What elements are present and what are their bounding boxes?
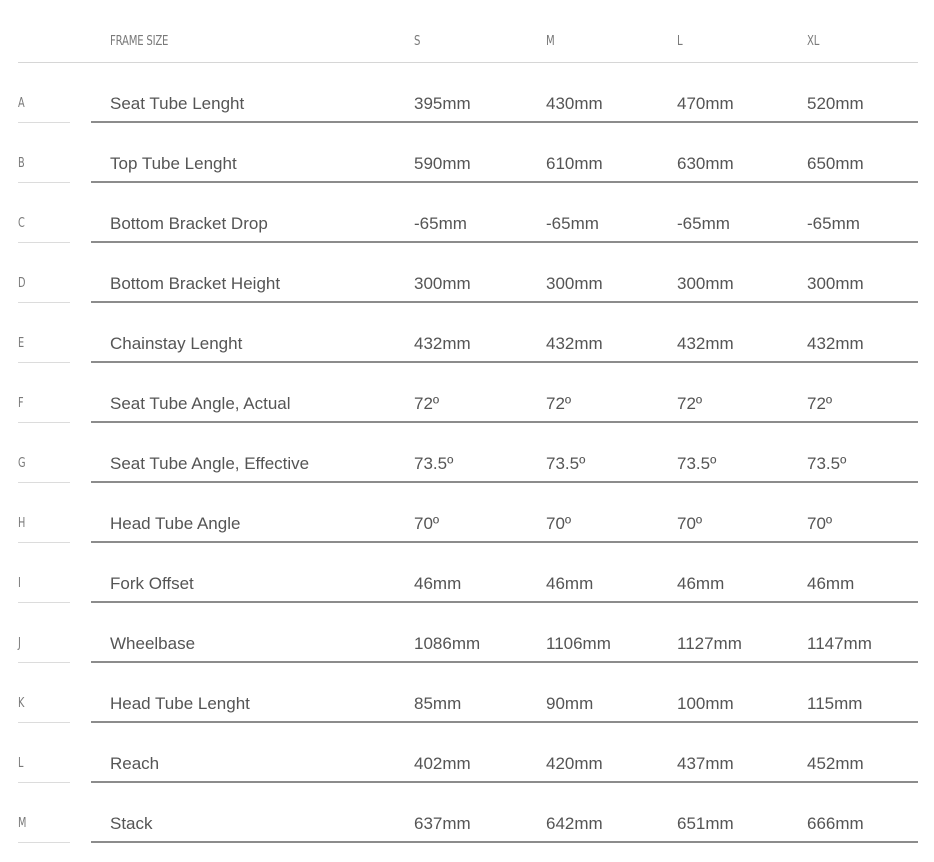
value-size-l: 72º [677, 394, 703, 413]
value-size-s: 395mm [414, 94, 471, 113]
row-letter: M [18, 816, 27, 831]
value-size-m: 46mm [546, 574, 594, 593]
value-size-m: 432mm [546, 334, 603, 353]
value-size-l: 432mm [677, 334, 734, 353]
table-body [18, 63, 918, 843]
value-size-s: 300mm [414, 274, 471, 293]
value-size-m: 610mm [546, 154, 603, 173]
value-size-s: 46mm [414, 574, 462, 593]
value-size-m: 642mm [546, 814, 603, 833]
row-letter: E [18, 336, 25, 351]
value-size-s: 432mm [414, 334, 471, 353]
value-size-xl: 666mm [807, 814, 864, 833]
table-row [18, 123, 918, 183]
table-row [18, 363, 918, 423]
value-size-s: 73.5º [414, 454, 454, 473]
value-size-m: 300mm [546, 274, 603, 293]
value-size-m: 73.5º [546, 454, 586, 473]
row-letter: L [18, 756, 24, 771]
value-size-s: 402mm [414, 754, 471, 773]
value-size-xl: 650mm [807, 154, 864, 173]
row-label: Seat Tube Angle, Effective [110, 454, 310, 473]
value-size-m: 70º [546, 514, 572, 533]
row-label: Seat Tube Angle, Actual [110, 394, 291, 413]
value-size-s: 590mm [414, 154, 471, 173]
value-size-xl: -65mm [807, 214, 860, 233]
row-divider [91, 841, 918, 843]
row-letter: J [18, 636, 21, 651]
table-row [18, 243, 918, 303]
value-size-l: 1127mm [677, 634, 742, 653]
row-label: Wheelbase [110, 634, 196, 653]
value-size-s: 1086mm [414, 634, 481, 653]
row-letter: F [18, 396, 24, 411]
value-size-s: 70º [414, 514, 440, 533]
value-size-xl: 432mm [807, 334, 864, 353]
table-header [18, 0, 918, 63]
header-size-l: L [677, 34, 683, 49]
row-letter: G [18, 456, 26, 471]
row-label: Reach [110, 754, 160, 773]
value-size-l: 300mm [677, 274, 734, 293]
value-size-l: -65mm [677, 214, 730, 233]
value-size-xl: 73.5º [807, 454, 847, 473]
row-label: Fork Offset [110, 574, 194, 593]
table-row [18, 423, 918, 483]
value-size-xl: 300mm [807, 274, 864, 293]
value-size-xl: 46mm [807, 574, 855, 593]
table-row [18, 303, 918, 363]
letter-divider [18, 842, 70, 843]
value-size-xl: 452mm [807, 754, 864, 773]
value-size-l: 46mm [677, 574, 725, 593]
table-row [18, 183, 918, 243]
row-label: Top Tube Lenght [110, 154, 237, 173]
value-size-xl: 1147mm [807, 634, 872, 653]
row-label: Chainstay Lenght [110, 334, 243, 353]
geometry-table [18, 0, 918, 843]
row-letter: D [18, 276, 26, 291]
row-label: Stack [110, 814, 153, 833]
table-row [18, 63, 918, 123]
row-label: Seat Tube Lenght [110, 94, 245, 113]
row-label: Bottom Bracket Height [110, 274, 281, 293]
row-letter: C [18, 216, 25, 231]
value-size-m: 90mm [546, 694, 594, 713]
table-row [18, 723, 918, 783]
value-size-m: 1106mm [546, 634, 611, 653]
value-size-l: 651mm [677, 814, 734, 833]
header-size-m: M [546, 34, 555, 49]
value-size-m: 430mm [546, 94, 603, 113]
value-size-l: 73.5º [677, 454, 717, 473]
header-frame-size: FRAME SIZE [110, 34, 169, 49]
row-letter: I [18, 576, 21, 591]
value-size-xl: 70º [807, 514, 833, 533]
value-size-xl: 520mm [807, 94, 864, 113]
table-row [18, 783, 918, 843]
row-letter: A [18, 96, 25, 111]
value-size-m: 420mm [546, 754, 603, 773]
value-size-xl: 115mm [807, 694, 863, 713]
header-size-xl: XL [807, 34, 820, 49]
row-letter: K [18, 696, 25, 711]
value-size-m: 72º [546, 394, 572, 413]
row-letter: H [18, 516, 26, 531]
value-size-s: 637mm [414, 814, 471, 833]
table-row [18, 483, 918, 543]
value-size-xl: 72º [807, 394, 833, 413]
value-size-l: 437mm [677, 754, 734, 773]
value-size-s: 72º [414, 394, 440, 413]
row-label: Head Tube Lenght [110, 694, 250, 713]
value-size-l: 630mm [677, 154, 734, 173]
value-size-l: 70º [677, 514, 703, 533]
value-size-s: 85mm [414, 694, 462, 713]
row-label: Bottom Bracket Drop [110, 214, 268, 233]
table-row [18, 663, 918, 723]
header-size-s: S [414, 34, 421, 49]
table-row [18, 543, 918, 603]
value-size-s: -65mm [414, 214, 467, 233]
table-row [18, 603, 918, 663]
row-letter: B [18, 156, 25, 171]
value-size-m: -65mm [546, 214, 599, 233]
row-label: Head Tube Angle [110, 514, 241, 533]
value-size-l: 100mm [677, 694, 734, 713]
value-size-l: 470mm [677, 94, 734, 113]
